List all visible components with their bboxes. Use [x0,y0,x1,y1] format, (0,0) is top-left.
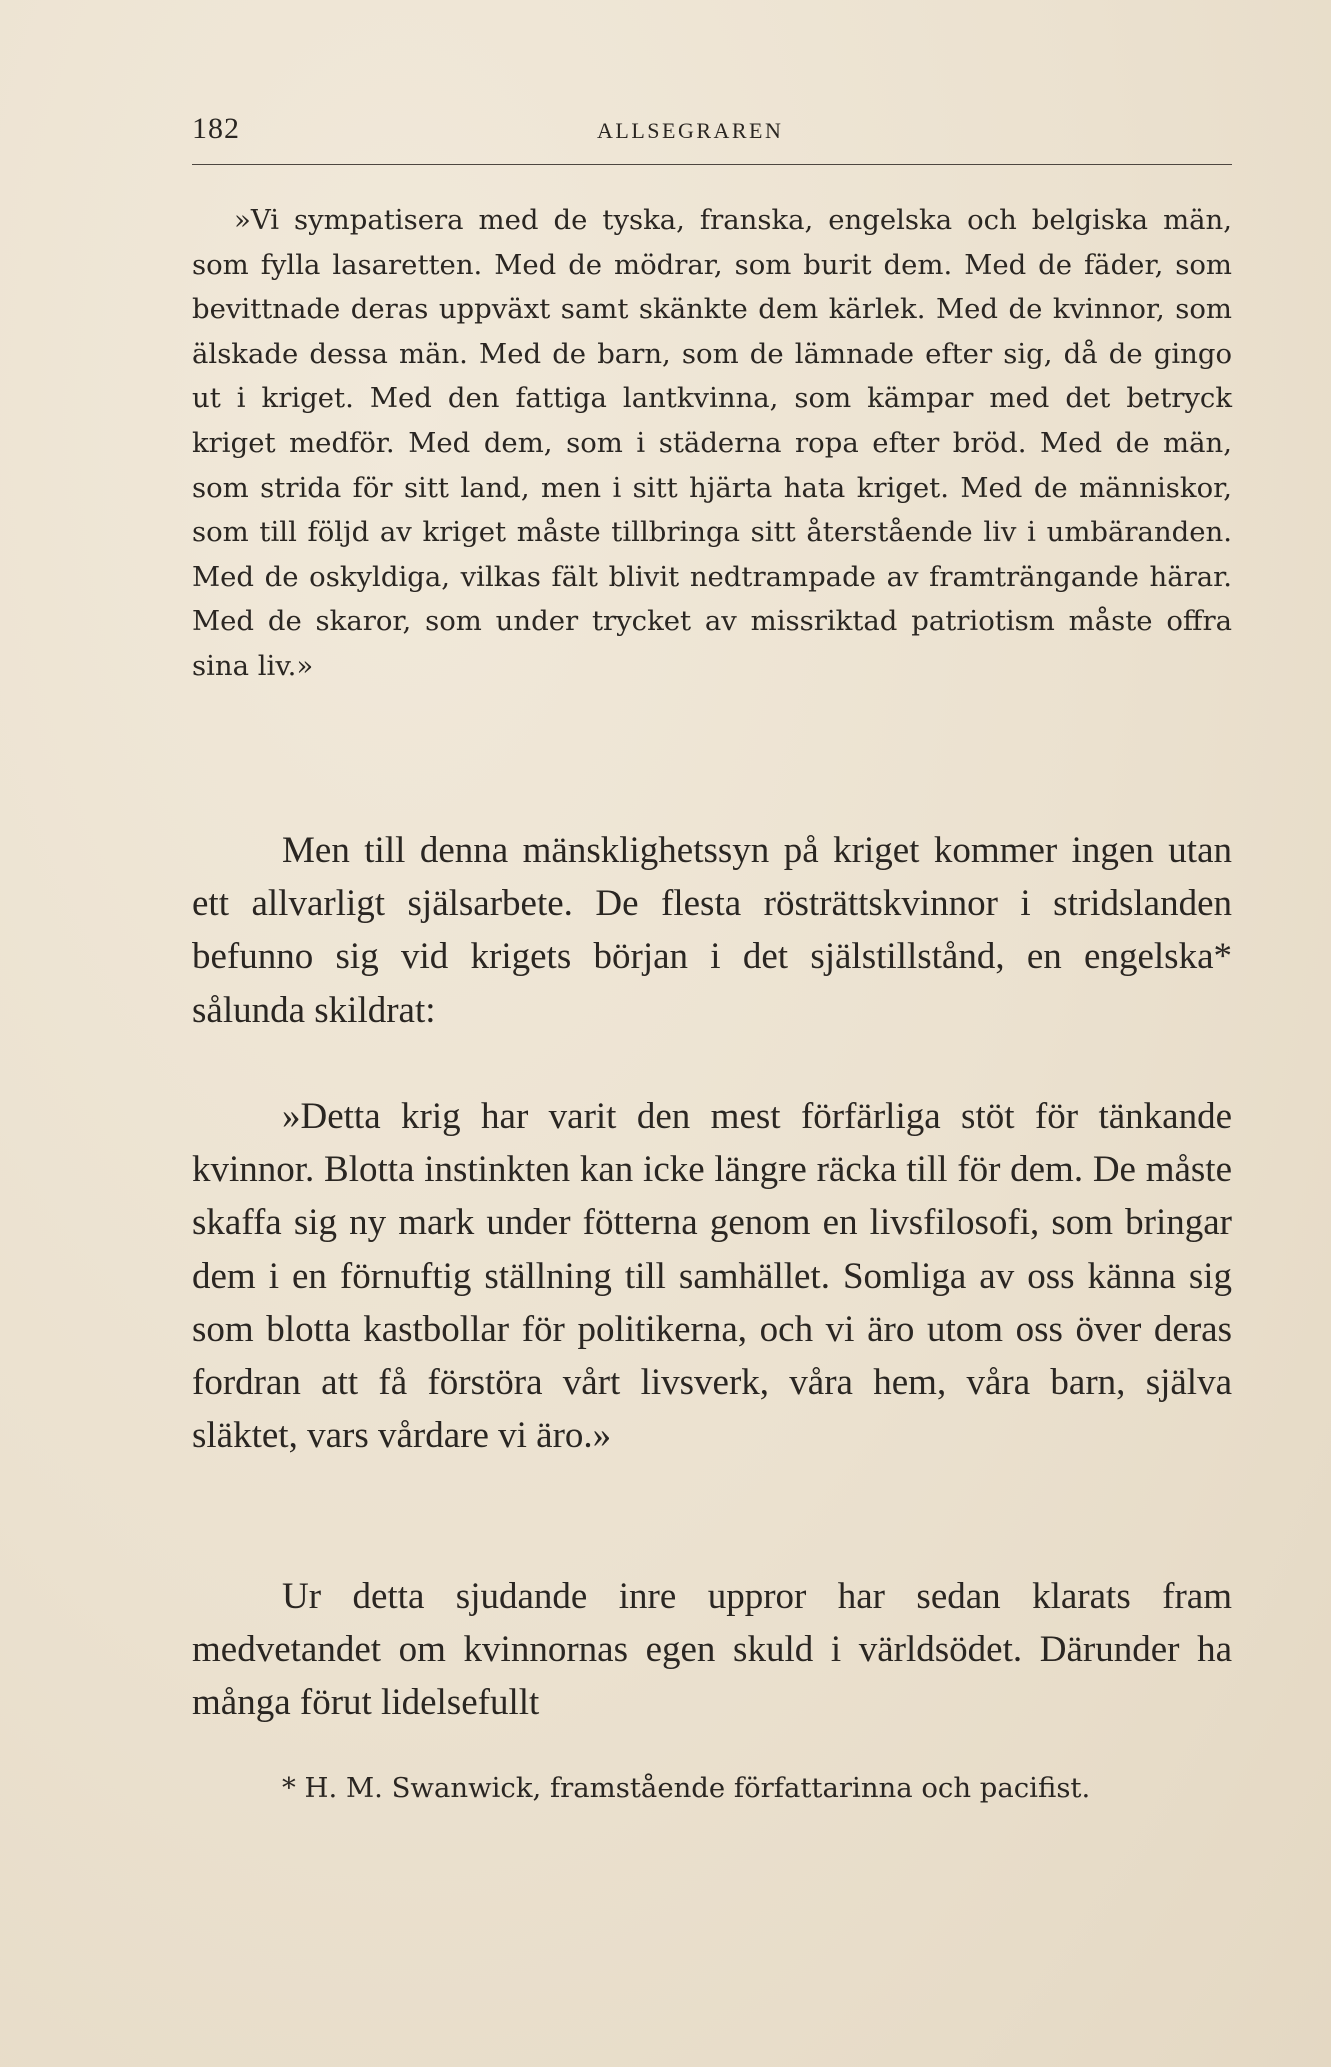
page-header [192,112,1232,160]
header-rule [192,164,1232,165]
page-number: 182 [192,112,240,145]
body-paragraph-1: Men till denna mänsklighetssyn på kriget kommer ingen utan ett allvarligt själsarbete. De flesta rösträttskvinnor i stridslanden befunno sig vid krigets början i det själstillstånd, en engelska* sålunda skildrat: [192,830,1232,1031]
body-paragraph-3: Ur detta sjudande inre uppror har sedan klarats fram medvetandet om kvinnornas egen skuld i världsödet. Därunder ha många förut lidelsefullt [192,1576,1232,1724]
footnote: * H. M. Swanwick, framstående författarinna och pacifist. [282,1772,1091,1804]
body-paragraph-2: »Detta krig har varit den mest förfärliga stöt för tänkande kvinnor. Blotta instinkten kan icke längre räcka till för dem. De måste skaffa sig ny mark under fötterna genom en livsfilosofi, som bringar dem i en förnuftig ställning till samhället. Somliga av oss känna sig som blotta kastbollar för politikerna, och vi äro utom oss över deras fordran att få förstöra vårt livsverk, våra hem, våra barn, själva släktet, vars vårdare vi äro.» [192,1096,1232,1457]
running-title: ALLSEGRAREN [597,118,784,143]
quoted-declaration: »Vi sympatisera med de tyska, franska, engelska och belgiska män, som fylla lasaretten. Med de mödrar, som burit dem. Med de fäder, som bevittnade deras uppväxt samt skänkte dem kärlek. Med de kvinnor, som älskade dessa män. Med de barn, som de lämnade efter sig, då de gingo ut i kriget. Med den fattiga lantkvinna, som kämpar med det betryck kriget medför. Med dem, som i städerna ropa efter bröd. Med de män, som strida för sitt land, men i sitt hjärta hata kriget. Med de människor, som till följd av kriget måste tillbringa sitt återstående liv i umbäranden. Med de oskyldiga, vilkas fält blivit nedtrampade av framträngande härar. Med de skaror, som under trycket av missriktad patriotism måste offra sina liv.» [192,204,1232,682]
